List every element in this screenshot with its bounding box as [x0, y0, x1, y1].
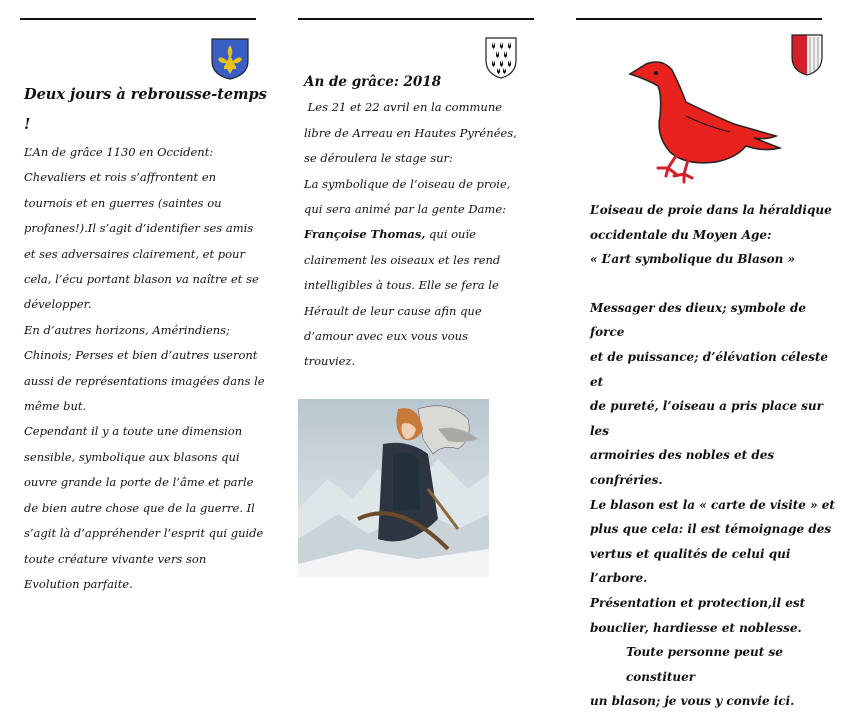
middle-line: La symbolique de l’oiseau de proie, — [304, 176, 511, 191]
middle-line: d’amour avec eux vous vous — [304, 329, 468, 344]
left-body-line: profanes!).Il s’agit d’identifier ses amis — [24, 221, 254, 236]
column-right — [590, 198, 838, 714]
spacer — [590, 272, 838, 296]
left-body — [24, 140, 276, 597]
top-rule-left — [20, 18, 256, 20]
right-body-line: vertus et qualités de celui qui l’arbore. — [590, 546, 791, 586]
left-body-line: ouvre grande la porte de l’âme et parle — [24, 475, 254, 490]
top-rule-middle — [298, 18, 534, 20]
right-body-line: Le blason est la « carte de visite » et — [590, 497, 835, 512]
top-rule-right — [576, 18, 822, 20]
middle-line: qui sera animé par la gente Dame: — [304, 202, 507, 217]
middle-line: se déroulera le stage sur: — [304, 151, 453, 166]
middle-line: trouviez. — [304, 354, 356, 369]
middle-line: libre de Arreau en Hautes Pyrénées, — [304, 125, 517, 140]
middle-title: An de grâce: 2018 — [304, 74, 442, 90]
right-body-line: bouclier, hardiesse et noblesse. — [590, 620, 802, 635]
left-body-line: développer. — [24, 297, 92, 312]
red-white-shield-icon — [790, 33, 824, 77]
left-body-line: tournois et en guerres (saintes ou — [24, 195, 222, 210]
right-body-line: armoiries des nobles et des confréries. — [590, 448, 775, 487]
left-body-line: toute créature vivante vers son — [24, 551, 207, 566]
middle-line-rest: qui ouïe — [425, 227, 476, 242]
left-body-line: Evolution parfaite. — [24, 576, 133, 591]
left-body-line: même but. — [24, 399, 87, 414]
middle-line: Hérault de leur cause afin que — [304, 303, 482, 318]
left-body-line: L’An de grâce 1130 en Occident: — [24, 145, 214, 159]
right-closing-line: un blason; je vous y convie ici. — [590, 694, 795, 709]
red-bird-illustration — [626, 56, 782, 186]
right-heading-line: L’oiseau de proie dans la héraldique — [590, 203, 832, 217]
right-body-line: Présentation et protection,il est — [590, 595, 806, 610]
left-body-line: Chevaliers et rois s’affrontent en — [24, 170, 217, 185]
right-heading-line: occidentale du Moyen Age: — [590, 227, 772, 242]
middle-line: clairement les oiseaux et les rend — [304, 252, 501, 267]
left-body-line: Chinois; Perses et bien d’autres useront — [24, 348, 258, 363]
middle-line — [304, 222, 540, 247]
column-middle — [304, 70, 540, 375]
column-left — [24, 80, 276, 597]
right-closing-line: Toute personne peut se constituer — [626, 645, 783, 684]
middle-line: Les 21 et 22 avril en la commune — [304, 100, 503, 115]
right-heading-line: « L’art symbolique du Blason » — [590, 252, 796, 267]
left-body-line: cela, l’écu portant blason va naître et se — [24, 272, 259, 287]
left-body-line: s’agit là d’appréhender l’esprit qui guide — [24, 526, 264, 541]
right-body-line: Messager des dieux; symbole de force — [590, 300, 806, 340]
left-body-line: de bien autre chose que de la guerre. Il — [24, 500, 255, 515]
left-body-line: sensible, symbolique aux blasons qui — [24, 449, 240, 464]
right-body — [590, 296, 838, 640]
right-body-line: de pureté, l’oiseau a pris place sur les — [590, 399, 823, 438]
left-body-line: aussi de représentations imagées dans le — [24, 373, 265, 388]
fleur-de-lis-shield-icon — [210, 37, 250, 81]
left-title: Deux jours à rebrousse-temps ! — [24, 86, 267, 133]
right-body-line: plus que cela: il est témoignage des — [590, 522, 832, 537]
middle-line: intelligibles à tous. Elle se fera le — [304, 278, 499, 293]
right-body-line: et de puissance; d’élévation céleste et — [590, 349, 829, 389]
left-body-line: et ses adversaires clairement, et pour — [24, 246, 245, 261]
falconer-archer-image — [298, 399, 489, 577]
speaker-name: Françoise Thomas, — [304, 227, 426, 242]
left-body-line: En d’autres horizons, Amérindiens; — [24, 322, 230, 337]
left-body-line: Cependant il y a toute une dimension — [24, 424, 243, 439]
